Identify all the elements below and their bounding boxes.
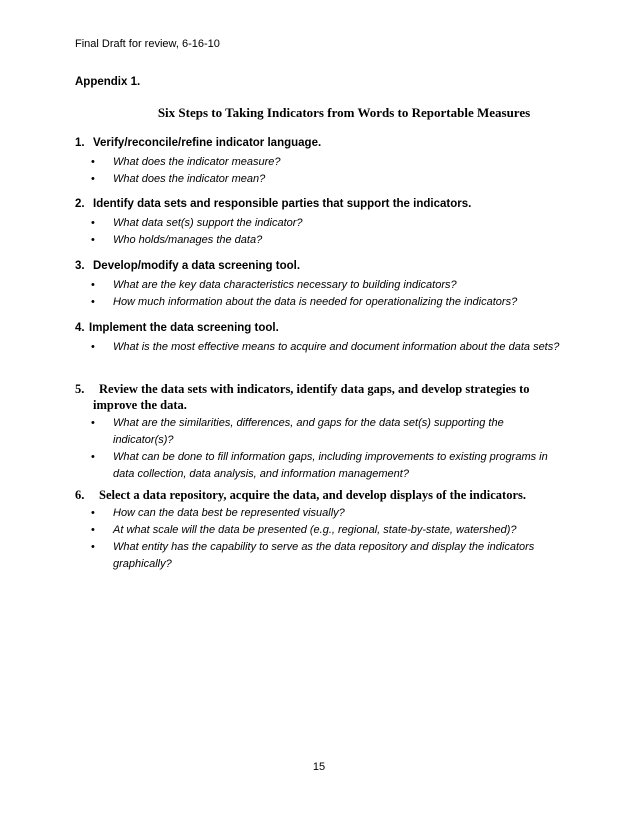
step-3 bbox=[75, 258, 565, 311]
bullet-text: How can the data best be represented visually? bbox=[113, 507, 345, 519]
step-heading bbox=[75, 487, 565, 503]
step-text: Identify data sets and responsible parties that support the indicators. bbox=[93, 198, 472, 210]
list-item bbox=[75, 232, 565, 249]
bullet-text: What are the similarities, differences, and gaps for the data set(s) supporting the indicator(s)? bbox=[113, 417, 504, 446]
step-text: Implement the data screening tool. bbox=[89, 322, 279, 334]
bullet-text: What is the most effective means to acquire and document information about the data sets? bbox=[113, 341, 560, 353]
step-text: Select a data repository, acquire the data, and develop displays of the indicators. bbox=[99, 488, 526, 502]
bullet-icon: • bbox=[91, 451, 95, 463]
bullet-list bbox=[75, 215, 565, 249]
list-item bbox=[75, 539, 565, 573]
step-number: 5. bbox=[75, 382, 85, 396]
appendix-label: Appendix 1. bbox=[75, 76, 141, 88]
bullet-list bbox=[75, 415, 565, 483]
bullet-text: What does the indicator measure? bbox=[113, 156, 281, 168]
step-text: Review the data sets with indicators, identify data gaps, and develop strategies to improve the data. bbox=[93, 382, 530, 412]
bullet-icon: • bbox=[91, 417, 95, 429]
list-item bbox=[75, 171, 565, 188]
list-item bbox=[75, 154, 565, 171]
step-heading bbox=[75, 381, 565, 413]
step-number: 1. bbox=[75, 137, 85, 149]
bullet-icon: • bbox=[91, 217, 95, 229]
list-item bbox=[75, 294, 565, 311]
step-2 bbox=[75, 196, 565, 249]
step-number: 3. bbox=[75, 260, 85, 272]
list-item bbox=[75, 522, 565, 539]
list-item bbox=[75, 415, 565, 449]
bullet-list bbox=[75, 277, 565, 311]
list-item bbox=[75, 339, 565, 356]
step-1 bbox=[75, 135, 565, 188]
step-heading bbox=[75, 258, 565, 275]
bullet-text: What entity has the capability to serve as the data repository and display the indicators graphically? bbox=[113, 541, 535, 570]
step-heading bbox=[75, 196, 565, 213]
step-number: 4. bbox=[75, 322, 85, 334]
bullet-icon: • bbox=[91, 156, 95, 168]
bullet-text: How much information about the data is needed for operationalizing the indicators? bbox=[113, 296, 518, 308]
step-text: Verify/reconcile/refine indicator language. bbox=[93, 137, 322, 149]
step-number: 6. bbox=[75, 488, 85, 502]
bullet-list bbox=[75, 339, 565, 356]
page-number: 15 bbox=[312, 761, 326, 773]
step-5 bbox=[75, 381, 565, 483]
bullet-text: What are the key data characteristics necessary to building indicators? bbox=[113, 279, 457, 291]
step-6 bbox=[75, 487, 565, 573]
bullet-icon: • bbox=[91, 234, 95, 246]
bullet-list bbox=[75, 505, 565, 573]
document-title: Six Steps to Taking Indicators from Words to Reportable Measures bbox=[157, 105, 531, 120]
list-item bbox=[75, 505, 565, 522]
step-heading bbox=[75, 135, 565, 152]
list-item bbox=[75, 449, 565, 483]
step-heading bbox=[75, 320, 565, 337]
step-4 bbox=[75, 320, 565, 356]
list-item bbox=[75, 277, 565, 294]
bullet-icon: • bbox=[91, 507, 95, 519]
bullet-text: At what scale will the data be presented (e.g., regional, state-by-state, watershed)? bbox=[113, 524, 517, 536]
running-header: Final Draft for review, 6-16-10 bbox=[75, 38, 220, 50]
bullet-icon: • bbox=[91, 541, 95, 553]
bullet-text: What can be done to fill information gaps, including improvements to existing programs in data collection, data analysis, and information management? bbox=[113, 451, 548, 480]
step-number: 2. bbox=[75, 198, 85, 210]
bullet-text: What does the indicator mean? bbox=[113, 173, 266, 185]
bullet-icon: • bbox=[91, 173, 95, 185]
bullet-text: What data set(s) support the indicator? bbox=[113, 217, 303, 229]
bullet-icon: • bbox=[91, 296, 95, 308]
bullet-list bbox=[75, 154, 565, 188]
list-item bbox=[75, 215, 565, 232]
bullet-icon: • bbox=[91, 341, 95, 353]
bullet-icon: • bbox=[91, 524, 95, 536]
bullet-icon: • bbox=[91, 279, 95, 291]
bullet-text: Who holds/manages the data? bbox=[113, 234, 263, 246]
step-text: Develop/modify a data screening tool. bbox=[93, 260, 301, 272]
